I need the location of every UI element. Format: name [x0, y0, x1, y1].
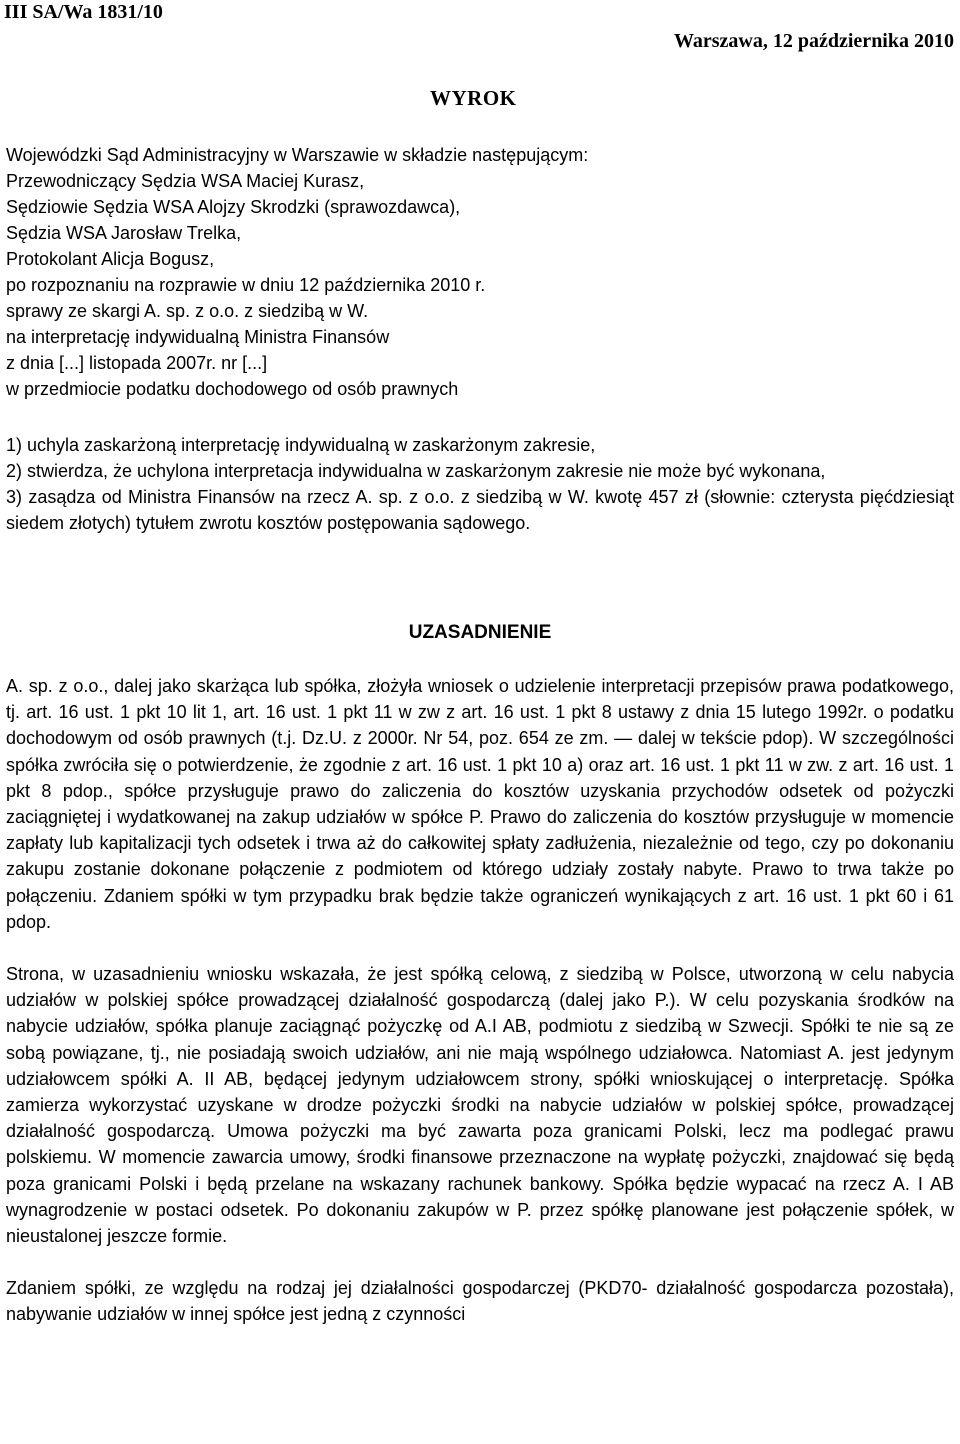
- composition-line: Sędzia WSA Jarosław Trelka,: [6, 223, 242, 243]
- ruling-point: 2) stwierdza, że uchylona interpretacja indywidualna w zaskarżonym zakresie nie może być wykonana,: [6, 461, 826, 481]
- justification-paragraph: Zdaniem spółki, ze względu na rodzaj jej działalności gospodarczej (PKD70- działalność gospodarcza pozostała), nabywanie udziałów w innej spółce jest jedną z czynności: [6, 1278, 954, 1325]
- composition-line: w przedmiocie podatku dochodowego od osób prawnych: [6, 379, 459, 399]
- composition-line: z dnia [...] listopada 2007r. nr [...]: [6, 353, 268, 373]
- composition-line: Wojewódzki Sąd Administracyjny w Warszawie w składzie następującym:: [6, 145, 589, 165]
- place-date: Warszawa, 12 października 2010: [674, 30, 954, 52]
- justification-body: [6, 673, 954, 1328]
- composition-line: Przewodniczący Sędzia WSA Maciej Kurasz,: [6, 171, 365, 191]
- composition-line: na interpretację indywidualną Ministra Finansów: [6, 327, 390, 347]
- composition-line: po rozpoznaniu na rozprawie w dniu 12 października 2010 r.: [6, 275, 486, 295]
- composition-line: Sędziowie Sędzia WSA Alojzy Skrodzki (sprawozdawca),: [6, 197, 461, 217]
- case-number: III SA/Wa 1831/10: [4, 1, 163, 23]
- composition-line: sprawy ze skargi A. sp. z o.o. z siedzibą w W.: [6, 301, 369, 321]
- ruling-section: [6, 432, 954, 536]
- court-composition: [6, 142, 954, 402]
- justification-heading: UZASADNIENIE: [408, 622, 552, 643]
- justification-paragraph: A. sp. z o.o., dalej jako skarżąca lub spółka, złożyła wniosek o udzielenie interpretacji przepisów prawa podatkowego, tj. art. 16 ust. 1 pkt 10 lit 1, art. 16 ust. 1 pkt 11 w zw z art. 16 ust. 1 pkt 8 ustawy z dnia 15 lutego 1992r. o podatku dochodowym od osób prawnych (t.j. Dz.U. z 2000r. Nr 54, poz. 654 ze zm. — dalej w tekście pdop). W szczególności spółka zwróciła się o potwierdzenie, że zgodnie z art. 16 ust. 1 pkt 10 a) oraz art. 16 ust. 1 pkt 11 w zw. z art. 16 ust. 1 pkt 8 pdop., spółce przysługuje prawo do zaliczenia do kosztów uzyskania przychodów odsetek od pożyczki zaciągniętej i wydatkowanej na zakup udziałów w spółce P. Prawo do zaliczenia do kosztów przysługuje w momencie zapłaty lub kapitalizacji tych odsetek i trwa aż do całkowitej spłaty zadłużenia, niezależnie od tego, czy po dokonaniu zakupu zostanie dokonane połączenie z podmiotem od którego udziały zostały nabyte. Prawo to trwa także po połączeniu. Zdaniem spółki w tym przypadku brak będzie także ograniczeń wynikających z art. 16 ust. 1 pkt 60 i 61 pdop.: [6, 676, 954, 932]
- justification-paragraph: Strona, w uzasadnieniu wniosku wskazała, że jest spółką celową, z siedzibą w Polsce, utworzoną w celu nabycia udziałów w polskiej spółce prowadzącej działalność gospodarczą (dalej jako P.). W celu pozyskania środków na nabycie udziałów, spółka planuje zaciągnąć pożyczkę od A.I AB, podmiotu z siedzibą w Szwecji. Spółki te nie są ze sobą powiązane, tj., nie posiadają swoich udziałów, ani nie mają wspólnego udziałowca. Natomiast A. jest jedynym udziałowcem spółki A. II AB, będącej jedynym udziałowcem strony, spółki wnioskującej o interpretację. Spółka zamierza wykorzystać uzyskane w drodze pożyczki środki na nabycie udziałów w polskiej spółce, prowadzącej działalność gospodarczą. Umowa pożyczki ma być zawarta poza granicami Polski, lecz ma podlegać prawu polskiemu. W momencie zawarcia umowy, środki finansowe przeznaczone na wypłatę pożyczki, znajdować się będą poza granicami Polski i będą przelane na wskazany rachunek bankowy. Spółka będzie wypacać na rzecz A. I AB wynagrodzenie w postaci odsetek. Po dokonaniu zakupów w P. przez spółkę planowane jest połączenie spółek, w nieustalonej jeszcze formie.: [6, 964, 954, 1247]
- ruling-point: 1) uchyla zaskarżoną interpretację indywidualną w zaskarżonym zakresie,: [6, 435, 596, 455]
- composition-line: Protokolant Alicja Bogusz,: [6, 249, 215, 269]
- judgment-title: WYROK: [430, 86, 517, 110]
- ruling-point: 3) zasądza od Ministra Finansów na rzecz A. sp. z o.o. z siedzibą w W. kwotę 457 zł (słownie: czterysta pięćdziesiąt siedem złotych) tytułem zwrotu kosztów postępowania sądowego.: [6, 487, 954, 533]
